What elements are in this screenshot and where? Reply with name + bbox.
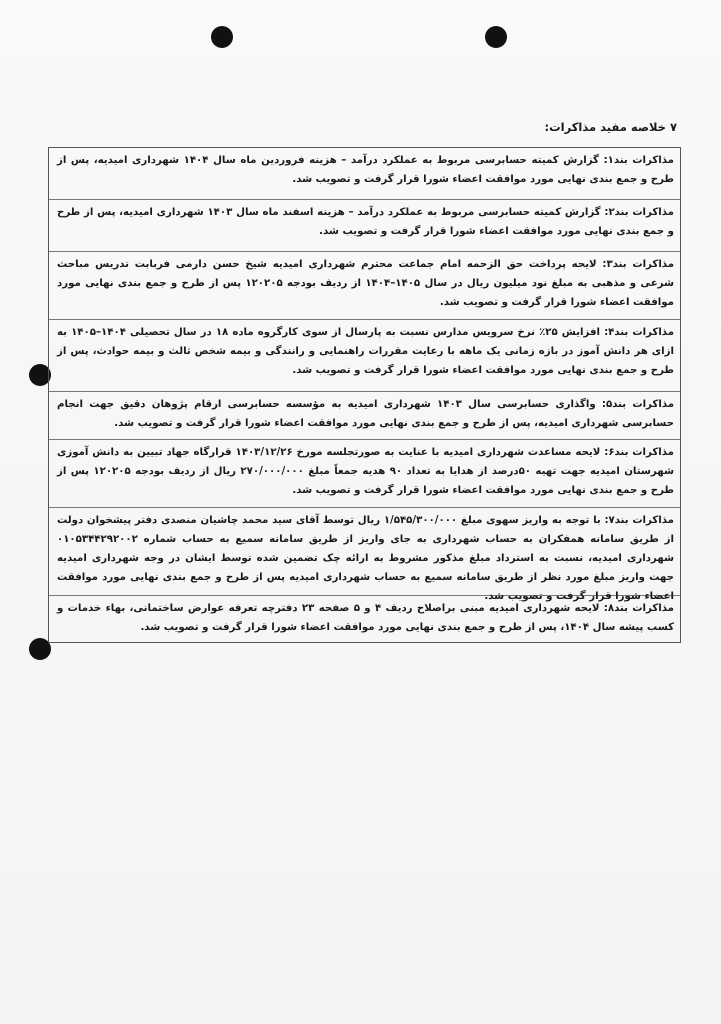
minutes-item-text: مذاکرات بند۸: لایحه شهرداری امیدیه مبنی براصلاح ردیف ۴ و ۵ صفحه ۲۳ دفترچه تعرفه عوارض ساختمانی، بهاء خدمات و کسب پیشه سال ۱۴۰۴، پس از طرح و جمع بندی نهایی مورد موافقت اعضاء شورا قرار گرفت و تصویب شد. — [57, 603, 674, 633]
minutes-item-6 — [49, 440, 680, 508]
punch-hole-top-left — [211, 26, 233, 48]
minutes-table — [48, 147, 681, 643]
punch-hole-top-right — [485, 26, 507, 48]
minutes-item-5 — [49, 392, 680, 440]
minutes-item-text: مذاکرات بند۱: گزارش کمیته حسابرسی مربوط به عملکرد درآمد – هزینه فروردین ماه سال ۱۴۰۴ شهرداری امیدیه، پس از طرح و جمع بندی نهایی مورد موافقت اعضاء شورا قرار گرفت و تصویب شد. — [57, 155, 674, 185]
minutes-item-4 — [49, 320, 680, 392]
minutes-item-text: مذاکرات بند۴: افزایش ۲۵٪ نرخ سرویس مدارس نسبت به پارسال از سوی کارگروه ماده ۱۸ در سال تحصیلی ۱۴۰۴–۱۴۰۵ به ازای هر دانش آموز در بازه زمانی یک ماهه با رعایت مقررات راهنمایی و رانندگی و بیمه شخص ثالث و بیمه حوادث، پس از طرح و جمع بندی نهایی مورد موافقت اعضاء شورا قرار گرفت و تصویب شد. — [57, 327, 675, 376]
minutes-item-7 — [49, 508, 680, 602]
section-heading: ۷ خلاصه مفید مذاکرات: — [544, 120, 677, 134]
minutes-item-text: مذاکرات بند۶: لایحه مساعدت شهرداری امیدیه با عنایت به صورتجلسه مورخ ۱۴۰۳/۱۲/۲۶ قرارگاه جهاد تبیین به دانش آموزی شهرستان امیدیه جهت تهیه ۵۰درصد از هدایا به تعداد ۹۰ هدیه جمعاً مبلغ ۲۷۰/۰۰۰/۰۰۰ ریال از ردیف بودجه ۱۲۰۲۰۵ پس از طرح و جمع بندی نهایی مورد موافقت اعضاء شورا قرار گرفت و تصویب شد. — [57, 447, 674, 496]
minutes-item-text: مذاکرات بند۵: واگذاری حسابرسی سال ۱۴۰۳ شهرداری امیدیه به مؤسسه حسابرسی ارقام پژوهان دقیق جهت انجام حسابرسی شهرداری امیدیه، پس از طرح و جمع بندی نهایی مورد موافقت اعضاء شورا قرار گرفت و تصویب شد. — [57, 399, 675, 429]
minutes-item-text: مذاکرات بند۳: لایحه پرداخت حق الزحمه امام جماعت محترم شهرداری امیدیه شیخ حسن دارمی فربابت تدریس مباحث شرعی و مذهبی به مبلغ نود میلیون ریال در سال ۱۴۰۵–۱۴۰۴ از ردیف بودجه ۱۲۰۲۰۵ پس از طرح و جمع بندی نهایی مورد موافقت اعضاء شورا قرار گرفت و تصویب شد. — [57, 259, 675, 308]
minutes-item-text: مذاکرات بند۲: گزارش کمیته حسابرسی مربوط به عملکرد درآمد – هزینه اسفند ماه سال ۱۴۰۳ شهرداری امیدیه، پس از طرح و جمع بندی نهایی مورد موافقت اعضاء شورا قرار گرفت و تصویب شد. — [57, 207, 674, 237]
minutes-item-2 — [49, 200, 680, 252]
minutes-item-8 — [49, 596, 680, 642]
minutes-item-1 — [49, 148, 680, 200]
minutes-item-text: مذاکرات بند۷: با توجه به واریز سهوی مبلغ ۱/۵۴۵/۳۰۰/۰۰۰ ریال توسط آقای سید محمد چاشیان منصدی دفتر پیشخوان دولت از طریق سامانه همفکران به حساب شهرداری به جای واریز از طریق سامانه سمیع به حساب شماره ۰۱۰۵۳۴۴۲۹۲۰۰۲ شهرداری امیدیه، نسبت به استرداد مبلغ مذکور مشروط به ارائه چک تضمین شده توسط ایشان در وجه شهرداری امیدیه جهت واریز مبلغ مورد نظر از طریق سامانه سمیع به حساب شهرداری امیدیه پس از طرح و جمع بندی نهایی مورد موافقت اعضاء شورا قرار گرفت و تصویب شد. — [57, 515, 674, 602]
minutes-item-3 — [49, 252, 680, 320]
